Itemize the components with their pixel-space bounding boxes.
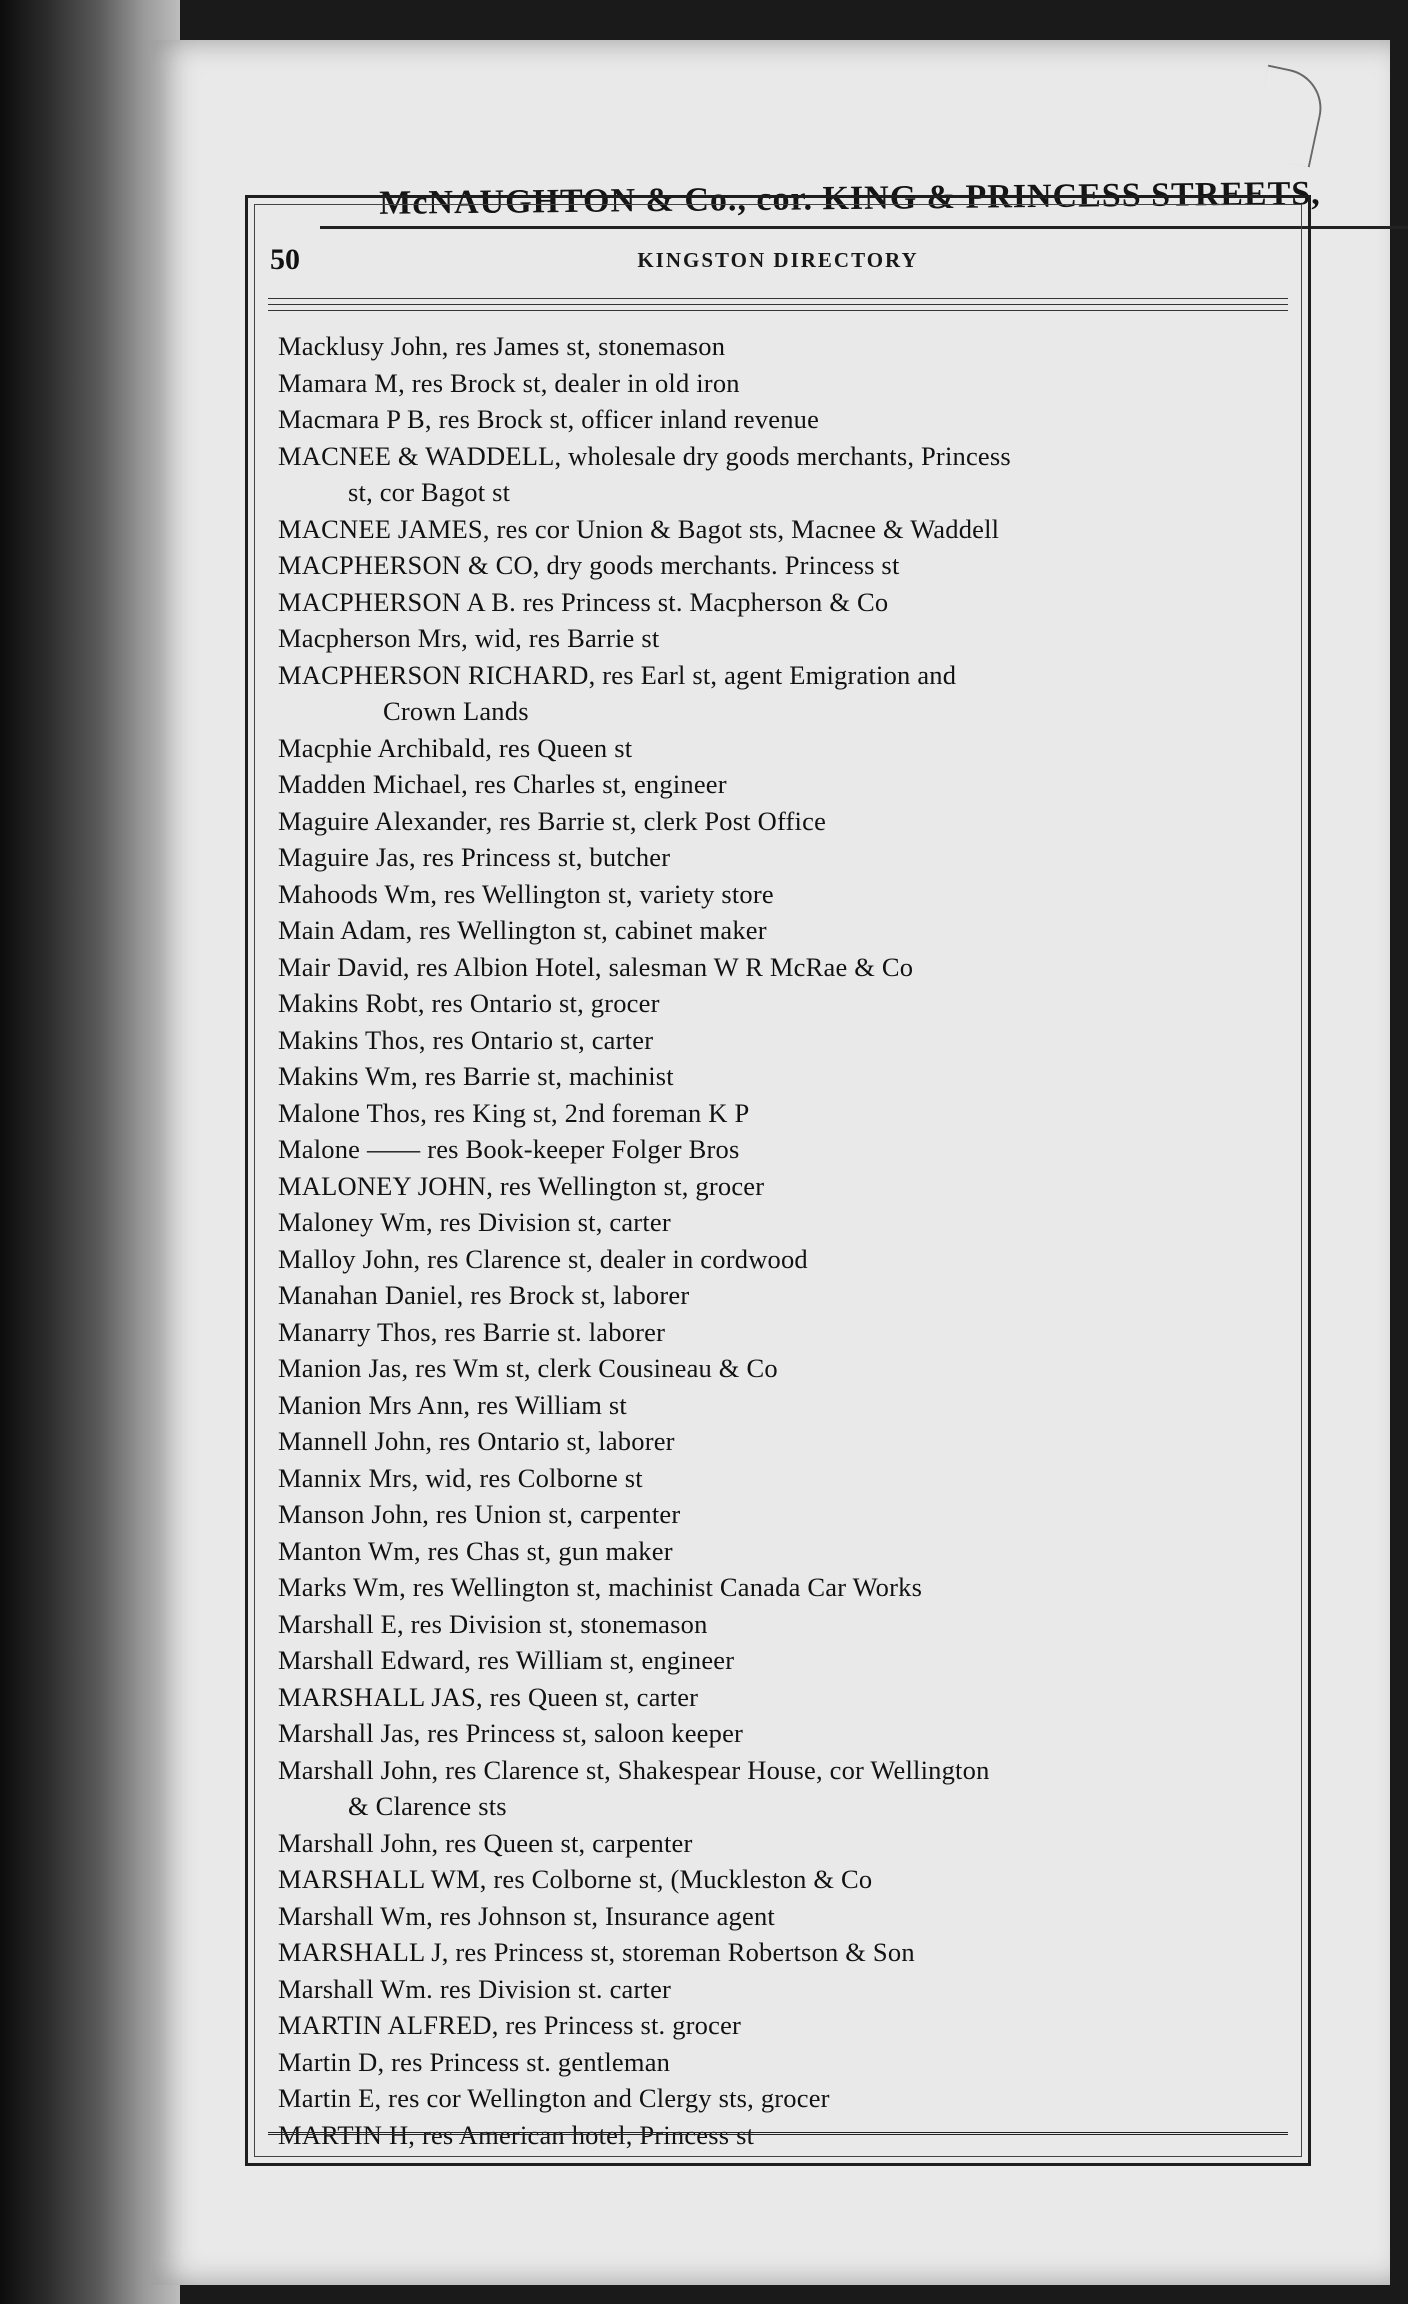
directory-entry: Marshall Jas, res Princess st, saloon keeper bbox=[278, 1718, 744, 1748]
directory-page bbox=[150, 40, 1390, 2285]
directory-entry: MACNEE JAMES, res cor Union & Bagot sts, Macnee & Waddell bbox=[278, 513, 1000, 544]
directory-entry: MACPHERSON RICHARD, res Earl st, agent Emigration and bbox=[278, 659, 957, 690]
directory-entry: Manahan Daniel, res Brock st, laborer bbox=[278, 1280, 690, 1310]
directory-entry: Maguire Alexander, res Barrie st, clerk Post Office bbox=[278, 805, 827, 836]
page-number: 50 bbox=[270, 243, 300, 276]
directory-entry: Mair David, res Albion Hotel, salesman W R McRae & Co bbox=[278, 951, 914, 982]
directory-entry: Malone Thos, res King st, 2nd foreman K P bbox=[278, 1097, 750, 1128]
directory-entry: Madden Michael, res Charles st, engineer bbox=[278, 769, 727, 799]
directory-entry-continuation: & Clarence sts bbox=[348, 1791, 507, 1821]
directory-entry: Marshall John, res Clarence st, Shakespear House, cor Wellington bbox=[278, 1754, 990, 1785]
directory-entry: Main Adam, res Wellington st, cabinet maker bbox=[278, 915, 767, 945]
directory-entry: MARSHALL WM, res Colborne st, (Muckleston & Co bbox=[278, 1864, 873, 1894]
directory-entry: Makins Thos, res Ontario st, carter bbox=[278, 1024, 654, 1055]
directory-entry: Manson John, res Union st, carpenter bbox=[278, 1499, 681, 1529]
directory-entry: MACNEE & WADDELL, wholesale dry goods merchants, Princess bbox=[278, 440, 1011, 471]
directory-entry: Martin E, res cor Wellington and Clergy sts, grocer bbox=[278, 2083, 830, 2113]
running-head: McNAUGHTON & Co., cor. KING & PRINCESS STREETS, bbox=[379, 175, 1321, 222]
directory-entry: Mahoods Wm, res Wellington st, variety store bbox=[278, 878, 774, 909]
directory-entry: Mannix Mrs, wid, res Colborne st bbox=[278, 1462, 643, 1493]
directory-entry-continuation: st, cor Bagot st bbox=[348, 477, 511, 507]
directory-entry: Manion Mrs Ann, res William st bbox=[278, 1389, 627, 1420]
footer-rule bbox=[268, 2132, 1288, 2135]
directory-entry: Marshall Wm. res Division st. carter bbox=[278, 1973, 672, 2004]
pencil-mark bbox=[1249, 65, 1329, 168]
directory-entry: Manion Jas, res Wm st, clerk Cousineau & Co bbox=[278, 1353, 778, 1383]
directory-entry: MACPHERSON A B. res Princess st. Macpherson & Co bbox=[278, 586, 889, 617]
directory-entry: MARSHALL J, res Princess st, storeman Robertson & Son bbox=[278, 1937, 915, 1967]
directory-entry: MARTIN H, res American hotel, Princess st bbox=[278, 2119, 755, 2150]
directory-entry: Macphie Archibald, res Queen st bbox=[278, 732, 633, 763]
directory-entry: Macmara P B, res Brock st, officer inland revenue bbox=[278, 404, 820, 434]
header-rule bbox=[268, 298, 1288, 299]
directory-entry: Manton Wm, res Chas st, gun maker bbox=[278, 1535, 673, 1566]
directory-entry: Maguire Jas, res Princess st, butcher bbox=[278, 842, 671, 872]
directory-entry: Makins Wm, res Barrie st, machinist bbox=[278, 1061, 674, 1091]
directory-entry: Maloney Wm, res Division st, carter bbox=[278, 1207, 671, 1237]
header-rule bbox=[268, 310, 1288, 311]
directory-entry: Macklusy John, res James st, stonemason bbox=[278, 331, 726, 361]
page-frame bbox=[245, 195, 1311, 2166]
directory-entry: Martin D, res Princess st. gentleman bbox=[278, 2046, 671, 2077]
header-rule bbox=[268, 304, 1288, 305]
directory-entry: Marshall E, res Division st, stonemason bbox=[278, 1608, 708, 1639]
directory-entry: Marshall Wm, res Johnson st, Insurance agent bbox=[278, 1900, 775, 1931]
directory-entry: MACPHERSON & CO, dry goods merchants. Princess st bbox=[278, 550, 900, 580]
directory-entry: Manarry Thos, res Barrie st. laborer bbox=[278, 1316, 666, 1347]
directory-entry: Macpherson Mrs, wid, res Barrie st bbox=[278, 623, 660, 653]
directory-entry: Malloy John, res Clarence st, dealer in cordwood bbox=[278, 1243, 808, 1274]
directory-entry: Malone —— res Book-keeper Folger Bros bbox=[278, 1134, 740, 1164]
directory-entries bbox=[278, 328, 1298, 2153]
directory-entry: Makins Robt, res Ontario st, grocer bbox=[278, 988, 660, 1018]
directory-entry: Mannell John, res Ontario st, laborer bbox=[278, 1426, 675, 1456]
directory-entry: Marshall John, res Queen st, carpenter bbox=[278, 1827, 693, 1858]
directory-entry: Marshall Edward, res William st, engineer bbox=[278, 1645, 735, 1675]
page-title: KINGSTON DIRECTORY bbox=[637, 248, 919, 272]
directory-entry: Marks Wm, res Wellington st, machinist Canada Car Works bbox=[278, 1572, 923, 1602]
directory-entry-continuation: Crown Lands bbox=[383, 696, 529, 726]
directory-entry: MARSHALL JAS, res Queen st, carter bbox=[278, 1681, 699, 1712]
directory-entry: MARTIN ALFRED, res Princess st. grocer bbox=[278, 2010, 742, 2040]
directory-entry: MALONEY JOHN, res Wellington st, grocer bbox=[278, 1170, 765, 1201]
directory-entry: Mamara M, res Brock st, dealer in old iron bbox=[278, 367, 740, 398]
